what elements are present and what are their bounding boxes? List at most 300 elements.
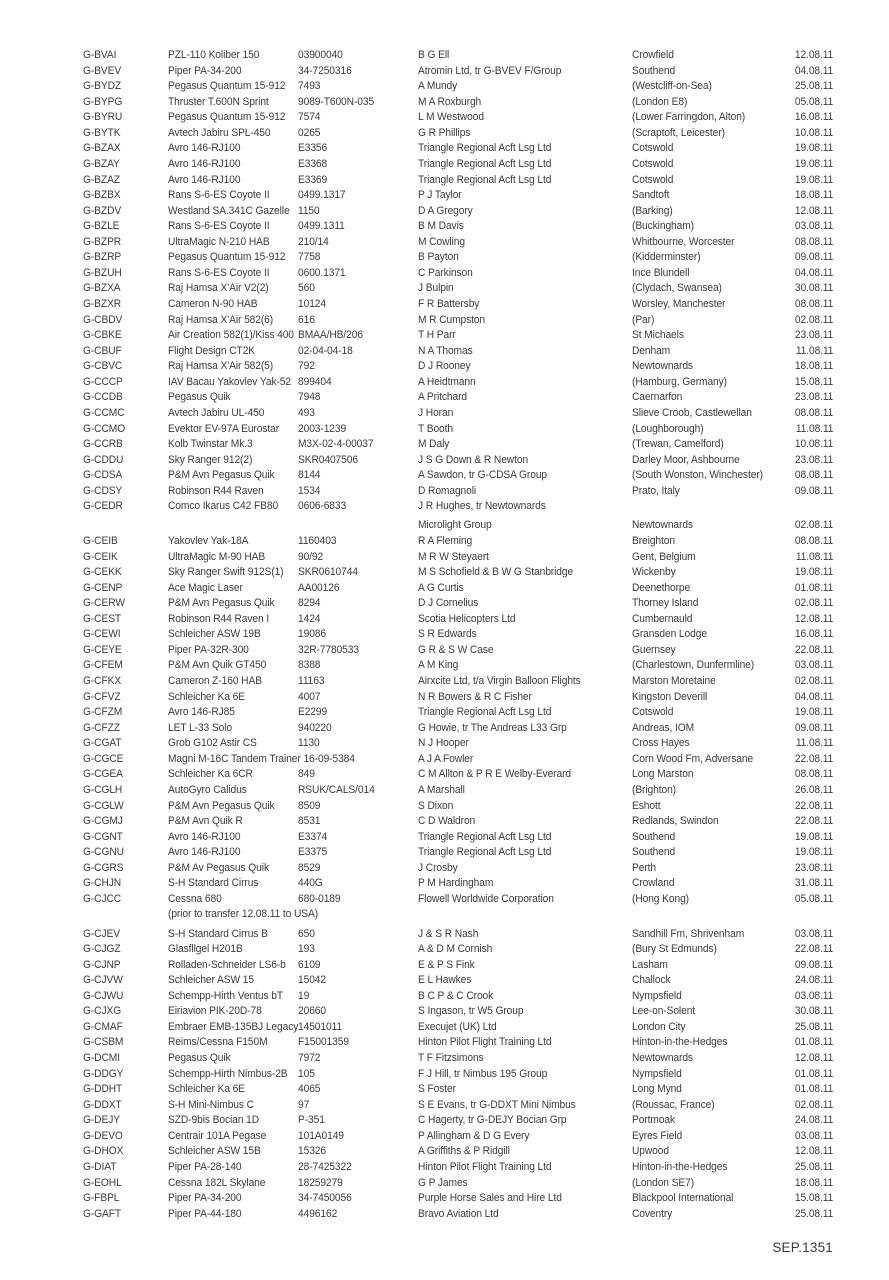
owner-cell: Triangle Regional Acft Lsg Ltd	[418, 846, 552, 859]
table-row	[83, 736, 833, 752]
registration-cell: G-BZLE	[83, 220, 120, 233]
serial-cell: 8144	[298, 469, 321, 482]
date-cell: 08.08.11	[794, 534, 833, 547]
date-cell: 18.08.11	[794, 1176, 833, 1189]
registration-cell: G-CFVZ	[83, 690, 121, 703]
date-cell: 24.08.11	[794, 1114, 833, 1127]
owner-cell: B G Ell	[418, 49, 450, 61]
type-cell: Raj Hamsa X'Air 582(5)	[168, 360, 274, 373]
table-row	[83, 1160, 833, 1176]
date-cell: 18.08.11	[794, 360, 833, 373]
serial-cell: 105	[298, 1067, 315, 1080]
registration-cell: G-CSBM	[83, 1036, 124, 1049]
owner-cell: M A Roxburgh	[418, 95, 482, 108]
registration-cell: G-CCRB	[83, 438, 123, 451]
table-row	[83, 830, 833, 846]
location-cell: Lasham	[632, 958, 668, 971]
registration-cell: G-CJGZ	[83, 943, 121, 956]
registration-cell: G-CBDV	[83, 313, 123, 326]
owner-cell: C Parkinson	[418, 266, 473, 279]
serial-cell: 4007	[298, 690, 321, 703]
type-cell: SZD-9bis Bocian 1D	[168, 1114, 260, 1127]
owner-cell: A Sawdon, tr G-CDSA Group	[418, 469, 548, 482]
serial-cell: 616	[298, 313, 315, 326]
owner-cell: J Bulpin	[418, 282, 454, 295]
type-cell: Robinson R44 Raven	[168, 484, 264, 497]
serial-cell: 8388	[298, 659, 321, 672]
registration-cell: G-CEKK	[83, 566, 122, 579]
registration-cell: G-BYDZ	[83, 80, 122, 93]
table-row	[83, 1020, 833, 1036]
location-cell: Cumbernauld	[632, 612, 693, 625]
serial-cell: 34-7450056	[298, 1192, 352, 1205]
registration-cell: G-CEIK	[83, 550, 118, 563]
registration-cell: G-BVAI	[83, 49, 117, 61]
date-cell: 30.08.11	[794, 1005, 833, 1018]
date-cell: 22.08.11	[794, 643, 833, 656]
table-row	[83, 958, 833, 974]
type-cell: Glasfllgel H201B	[168, 943, 243, 956]
location-cell: (Trewan, Camelford)	[632, 438, 724, 451]
date-cell: 08.08.11	[794, 235, 833, 248]
date-cell: 11.08.11	[795, 737, 833, 750]
table-row	[83, 767, 833, 783]
owner-cell: A G Curtis	[418, 581, 464, 594]
owner-cell: A J A Fowler	[418, 752, 474, 765]
serial-cell: 650	[298, 927, 315, 940]
date-cell: 22.08.11	[794, 752, 833, 765]
page-footer: SEP.1351	[772, 1240, 833, 1255]
type-cell: Evektor EV-97A Eurostar	[168, 422, 280, 435]
location-cell: (Westcliff-on-Sea)	[632, 80, 712, 93]
date-cell: 23.08.11	[794, 329, 833, 342]
owner-cell: F R Battersby	[418, 298, 480, 310]
date-cell: 22.08.11	[794, 815, 833, 828]
location-cell: (Charlestown, Dunfermline)	[632, 659, 755, 672]
owner-cell: J Horan	[418, 406, 454, 419]
serial-cell: 10124	[298, 298, 326, 310]
type-cell: Avro 146-RJ100	[168, 142, 241, 155]
date-cell: 08.08.11	[794, 768, 833, 781]
owner-cell: S E Evans, tr G-DDXT Mini Nimbus	[418, 1098, 576, 1111]
type-cell: Pegasus Quantum 15-912	[168, 251, 286, 264]
registration-cell: G-CCMC	[83, 406, 125, 419]
serial-cell: 849	[298, 768, 315, 781]
table-row	[83, 861, 833, 877]
serial-cell: M3X-02-4-00037	[298, 438, 374, 451]
serial-cell: SKR0407506	[298, 453, 358, 466]
serial-cell: 11163	[298, 675, 325, 687]
location-cell: Whitbourne, Worcester	[632, 235, 735, 248]
serial-cell: RSUK/CALS/014	[298, 783, 375, 796]
owner-cell: E & P S Fink	[418, 958, 475, 971]
type-cell: Centrair 101A Pegase	[168, 1129, 267, 1142]
location-cell: Perth	[632, 861, 656, 874]
location-cell: Marston Moretaine	[632, 675, 716, 687]
type-cell: P&M Avn Quik GT450	[168, 659, 267, 672]
date-cell: 02.08.11	[794, 675, 833, 687]
serial-cell: 1534	[298, 484, 321, 497]
table-row	[83, 219, 833, 235]
owner-cell: S Dixon	[418, 799, 454, 812]
owner-cell: Triangle Regional Acft Lsg Ltd	[418, 142, 552, 155]
table-row	[83, 468, 833, 484]
location-cell: Ince Blundell	[632, 266, 690, 279]
location-cell: Deenethorpe	[632, 581, 691, 594]
location-cell: Redlands, Swindon	[632, 815, 719, 828]
owner-cell: N A Thomas	[418, 344, 473, 357]
location-cell: Wickenby	[632, 566, 676, 579]
date-cell: 05.08.11	[794, 892, 833, 905]
date-cell: 11.08.11	[795, 422, 833, 435]
serial-cell: 0265	[298, 126, 321, 139]
owner-cell: J S G Down & R Newton	[418, 453, 529, 466]
owner-cell: L M Westwood	[418, 111, 484, 124]
location-cell: Newtownards	[632, 519, 693, 532]
registration-cell	[83, 518, 168, 534]
location-cell: St Michaels	[632, 329, 684, 342]
registration-cell: G-CDDU	[83, 453, 124, 466]
serial-cell: E2299	[298, 706, 328, 719]
location-cell: Nympsfield	[632, 1067, 682, 1080]
date-cell: 25.08.11	[794, 80, 833, 93]
location-cell: (South Wonston, Winchester)	[632, 469, 763, 482]
location-cell: Kingston Deverill	[632, 690, 708, 703]
note-cell: (prior to transfer 12.08.11 to USA)	[168, 908, 319, 921]
type-cell: Schempp-Hirth Ventus bT	[168, 989, 284, 1002]
type-cell: Avro 146-RJ100	[168, 173, 241, 186]
owner-cell: M R W Steyaert	[418, 550, 489, 563]
owner-cell: A Griffiths & P Ridgill	[418, 1145, 510, 1158]
date-cell: 11.08.11	[795, 550, 833, 563]
owner-cell: Atromin Ltd, tr G-BVEV F/Group	[418, 64, 562, 77]
owner-cell: E L Hawkes	[418, 974, 472, 987]
location-cell: (Buckingham)	[632, 220, 695, 233]
type-cell: Cessna 680	[168, 892, 222, 905]
registration-cell: G-CFKX	[83, 675, 122, 687]
table-row	[83, 499, 833, 515]
serial-cell: 8294	[298, 597, 321, 610]
table-row	[83, 518, 833, 534]
registration-cell: G-CGRS	[83, 861, 124, 874]
location-cell: Eyres Field	[632, 1129, 683, 1142]
table-row	[83, 814, 833, 830]
type-cell: Rans S-6-ES Coyote II	[168, 220, 270, 233]
table-row	[83, 1004, 833, 1020]
registration-cell: G-DDXT	[83, 1098, 122, 1111]
location-cell: Caernarfon	[632, 391, 683, 404]
date-cell: 08.08.11	[794, 469, 833, 482]
registration-cell: G-CGMJ	[83, 815, 123, 828]
registration-cell: G-BZDV	[83, 204, 122, 217]
table-row	[83, 1098, 833, 1114]
type-cell: Piper PA-32R-300	[168, 643, 249, 656]
owner-cell: C Hagerty, tr G-DEJY Bocian Grp	[418, 1114, 567, 1127]
table-note-row	[83, 907, 833, 923]
registration-cell: G-CJNP	[83, 958, 121, 971]
table-row	[83, 204, 833, 220]
registration-cell: G-BZXA	[83, 282, 121, 295]
type-cell: Avro 146-RJ100	[168, 846, 241, 859]
serial-cell: E3375	[298, 846, 328, 859]
serial-cell: 1130	[298, 737, 320, 750]
registration-cell: G-BYTK	[83, 126, 121, 139]
serial-cell: 2003-1239	[298, 422, 347, 435]
date-cell: 09.08.11	[794, 958, 833, 971]
table-row	[83, 141, 833, 157]
registration-cell: G-BZRP	[83, 251, 122, 264]
type-cell: Air Creation 582(1)/Kiss 400	[168, 329, 294, 342]
owner-cell: Flowell Worldwide Corporation	[418, 892, 554, 905]
type-cell: P&M Avn Pegasus Quik	[168, 799, 275, 812]
owner-cell: J R Hughes, tr Newtownards	[418, 500, 546, 513]
type-cell: Kolb Twinstar Mk.3	[168, 438, 253, 451]
date-cell: 23.08.11	[794, 391, 833, 404]
serial-cell: 1150	[298, 204, 320, 217]
serial-cell: 28-7425322	[298, 1160, 352, 1173]
type-cell: Schleicher ASW 15	[168, 974, 254, 987]
owner-cell: P Allingham & D G Every	[418, 1129, 530, 1142]
registration-cell: G-BVEV	[83, 64, 122, 77]
registration-cell: G-CGEA	[83, 768, 123, 781]
date-cell: 01.08.11	[794, 1083, 833, 1096]
table-row	[83, 1129, 833, 1145]
table-row	[83, 927, 833, 943]
table-row	[83, 328, 833, 344]
owner-cell: J Crosby	[418, 861, 458, 874]
registration-cell: G-CGNT	[83, 830, 123, 843]
owner-cell: G Howie, tr The Andreas L33 Grp	[418, 721, 567, 734]
table-row	[83, 942, 833, 958]
date-cell: 16.08.11	[794, 111, 833, 124]
date-cell: 19.08.11	[794, 173, 833, 186]
date-cell: 16.08.11	[794, 628, 833, 641]
registration-cell: G-CCCP	[83, 375, 123, 388]
owner-cell: P J Taylor	[418, 189, 462, 202]
location-cell: Prato, Italy	[632, 484, 680, 497]
type-cell: Pegasus Quik	[168, 391, 231, 404]
date-cell: 15.08.11	[794, 1192, 833, 1205]
date-cell: 10.08.11	[794, 438, 833, 451]
registration-cell: G-CGLW	[83, 799, 124, 812]
serial-cell: 0606-6833	[298, 500, 347, 513]
registration-cell: G-CBKE	[83, 329, 122, 342]
table-row	[83, 406, 833, 422]
table-row	[83, 126, 833, 142]
serial-cell: 7948	[298, 391, 321, 404]
type-cell: Raj Hamsa X'Air 582(6)	[168, 313, 274, 326]
location-cell: Long Marston	[632, 768, 694, 781]
type-cell: Rolladen-Schneider LS6-b	[168, 958, 286, 971]
registration-cell: G-DEVO	[83, 1129, 123, 1142]
type-cell: Piper PA-34-200	[168, 64, 242, 77]
serial-cell: 8531	[298, 815, 321, 828]
location-cell: Guernsey	[632, 643, 676, 656]
type-cell: Pegasus Quantum 15-912	[168, 80, 286, 93]
type-cell: P&M Avn Pegasus Quik	[168, 597, 275, 610]
date-cell: 15.08.11	[794, 375, 833, 388]
registration-cell: G-BZUH	[83, 266, 122, 279]
registrations-table	[83, 48, 833, 1222]
table-row	[83, 235, 833, 251]
location-cell: Coventry	[632, 1207, 673, 1220]
table-row	[83, 297, 833, 313]
owner-cell: B C P & C Crook	[418, 989, 494, 1002]
serial-cell: 193	[298, 943, 315, 956]
table-row	[83, 375, 833, 391]
table-row	[83, 1082, 833, 1098]
location-cell: Newtownards	[632, 1052, 693, 1064]
owner-cell: G R Phillips	[418, 126, 471, 139]
date-cell	[781, 499, 833, 515]
location-cell: Cotswold	[632, 142, 674, 155]
owner-cell: D Romagnoli	[418, 484, 477, 497]
location-cell: (London E8)	[632, 95, 688, 108]
serial-cell: 7758	[298, 251, 321, 264]
location-cell: (Scraptoft, Leicester)	[632, 126, 725, 139]
location-cell: Upwood	[632, 1145, 669, 1158]
location-cell: Cross Hayes	[632, 737, 690, 750]
serial-cell: 792	[298, 360, 315, 373]
registration-cell: G-CJEV	[83, 927, 120, 940]
date-cell: 01.08.11	[794, 1036, 833, 1049]
owner-cell: N J Hooper	[418, 737, 469, 750]
serial-cell: 0600.1371	[298, 266, 346, 279]
location-cell: Portmoak	[632, 1114, 676, 1127]
owner-cell: M S Schofield & B W G Stanbridge	[418, 566, 574, 579]
location-cell: Cotswold	[632, 706, 674, 719]
table-row	[83, 989, 833, 1005]
owner-cell: S Ingason, tr W5 Group	[418, 1005, 524, 1018]
date-cell: 02.08.11	[794, 313, 833, 326]
table-row	[83, 95, 833, 111]
type-cell: Rans S-6-ES Coyote II	[168, 189, 270, 202]
serial-cell: P-351	[298, 1114, 325, 1127]
registration-cell: G-FBPL	[83, 1192, 120, 1205]
serial-cell: 493	[298, 406, 315, 419]
registration-cell: G-CEDR	[83, 500, 123, 513]
registration-cell: G-CBUF	[83, 344, 122, 357]
registration-cell: G-CFZZ	[83, 721, 120, 734]
type-cell: Cessna 182L Skylane	[168, 1176, 266, 1189]
table-row	[83, 1035, 833, 1051]
location-cell: Southend	[632, 846, 676, 859]
location-cell: Cotswold	[632, 157, 674, 170]
serial-cell: 1424	[298, 612, 321, 625]
table-row	[83, 1191, 833, 1207]
date-cell: 12.08.11	[794, 1145, 833, 1158]
location-cell: (London SE7)	[632, 1176, 695, 1189]
owner-cell: Triangle Regional Acft Lsg Ltd	[418, 157, 552, 170]
table-row	[83, 534, 833, 550]
registration-cell: G-BZXR	[83, 298, 122, 310]
registration-cell: G-CJCC	[83, 892, 122, 905]
date-cell: 23.08.11	[794, 453, 833, 466]
location-cell: Southend	[632, 830, 676, 843]
table-row	[83, 359, 833, 375]
owner-cell: Triangle Regional Acft Lsg Ltd	[418, 173, 552, 186]
serial-cell: 560	[298, 282, 315, 295]
date-cell: 19.08.11	[794, 142, 833, 155]
type-cell: Cameron Z-160 HAB	[168, 675, 262, 687]
registration-cell: G-BYRU	[83, 111, 123, 124]
owner-cell: P M Hardingham	[418, 877, 494, 890]
date-cell: 02.08.11	[794, 597, 833, 610]
table-row	[83, 845, 833, 861]
table-row	[83, 157, 833, 173]
serial-cell: 18259279	[298, 1176, 343, 1189]
type-cell: Schleicher ASW 15B	[168, 1145, 261, 1158]
table-row	[83, 876, 833, 892]
date-cell: 22.08.11	[794, 943, 833, 956]
location-cell: Blackpool International	[632, 1192, 734, 1205]
date-cell: 04.08.11	[794, 64, 833, 77]
location-cell: Thorney Island	[632, 597, 699, 610]
serial-cell: 6109	[298, 958, 321, 971]
date-cell: 22.08.11	[794, 799, 833, 812]
owner-cell: D A Gregory	[418, 204, 473, 217]
type-cell: Comco Ikarus C42 FB80	[168, 500, 279, 513]
date-cell: 25.08.11	[794, 1207, 833, 1220]
table-row	[83, 48, 833, 64]
type-cell: UltraMagic N-210 HAB	[168, 235, 270, 248]
location-cell: (Hong Kong)	[632, 892, 689, 905]
location-cell: Challock	[632, 974, 671, 987]
registration-cell: G-BYPG	[83, 95, 123, 108]
serial-cell: E3374	[298, 830, 328, 843]
table-row	[83, 643, 833, 659]
date-cell: 12.08.11	[794, 204, 833, 217]
owner-cell: R A Fleming	[418, 534, 473, 547]
type-cell: Raj Hamsa X'Air V2(2)	[168, 282, 269, 295]
registration-cell: G-BZPR	[83, 235, 122, 248]
date-cell: 03.08.11	[794, 927, 833, 940]
table-row	[83, 565, 833, 581]
location-cell	[632, 907, 781, 923]
registration-cell: G-DEJY	[83, 1114, 120, 1127]
registration-cell: G-BZAX	[83, 142, 121, 155]
registration-cell: G-CBVC	[83, 360, 123, 373]
owner-cell: A Mundy	[418, 80, 458, 93]
date-cell: 19.08.11	[794, 157, 833, 170]
owner-cell: Bravo Aviation Ltd	[418, 1207, 499, 1220]
registration-cell: G-CGCE	[83, 752, 124, 765]
owner-cell: D J Rooney	[418, 360, 471, 373]
type-cell: AutoGyro Calidus	[168, 783, 247, 796]
owner-cell: D J Cornelius	[418, 597, 479, 610]
location-cell: Sandtoft	[632, 189, 670, 202]
type-cell: S-H Standard Cirrus	[168, 877, 259, 890]
type-cell: Thruster T.600N Sprint	[168, 95, 269, 108]
owner-cell: Microlight Group	[418, 519, 492, 532]
owner-cell: T Booth	[418, 422, 453, 435]
registration-cell: G-CJVW	[83, 974, 123, 987]
type-cell: Westland SA.341C Gazelle	[168, 204, 290, 217]
location-cell: (Par)	[632, 313, 655, 326]
table-row	[83, 110, 833, 126]
type-cell: Piper PA-34-200	[168, 1192, 242, 1205]
registration-cell: G-CFEM	[83, 659, 123, 672]
registration-cell: G-CFZM	[83, 706, 123, 719]
serial-cell: 7493	[298, 80, 321, 93]
date-cell: 01.08.11	[794, 1067, 833, 1080]
type-cell	[168, 518, 298, 534]
location-cell: Hinton-in-the-Hedges	[632, 1036, 728, 1049]
type-cell: Pegasus Quik	[168, 1052, 231, 1064]
table-row	[83, 674, 833, 690]
type-cell: Piper PA-44-180	[168, 1207, 242, 1220]
serial-cell: 0499.1317	[298, 189, 346, 202]
